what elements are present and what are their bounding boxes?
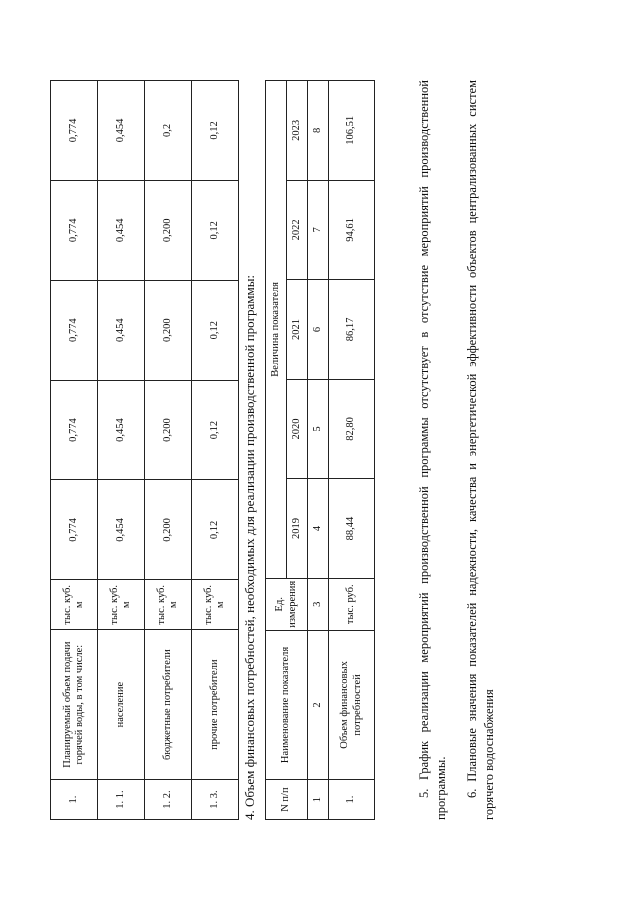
- header-unit: Ед. измерения: [266, 578, 308, 630]
- indicator-name: Планируемый объем подачи горячей воды, в том числе:: [51, 630, 98, 780]
- value-cell: 82,80: [329, 379, 375, 479]
- value-cell: 0,454: [98, 81, 145, 181]
- unit-cell: тыс. руб.: [329, 578, 375, 630]
- paragraph-6-text: 6. Плановые значения показателей надежности, качества и энергетической эффективности объектов централизованных систем горячего водоснабжения: [465, 80, 496, 820]
- value-cell: 0,200: [145, 180, 192, 280]
- header-group: Величина показателя: [266, 81, 287, 579]
- row-number: 1. 3.: [192, 780, 239, 820]
- year-header: 2022: [287, 180, 308, 280]
- table-header-row: [266, 81, 287, 820]
- header-name: Наименование показателя: [266, 630, 308, 779]
- value-cell: 0,200: [145, 280, 192, 380]
- column-index: 5: [308, 379, 329, 479]
- value-cell: 0,200: [145, 480, 192, 580]
- row-number: 1.: [329, 780, 375, 820]
- table-row: [145, 81, 192, 820]
- unit-cell: тыс. куб. м: [51, 580, 98, 630]
- column-index: 6: [308, 280, 329, 380]
- indicator-name: население: [98, 630, 145, 780]
- value-cell: 88,44: [329, 479, 375, 579]
- unit-cell: тыс. куб. м: [98, 580, 145, 630]
- header-num: N п/п: [266, 780, 308, 820]
- value-cell: 0,2: [145, 81, 192, 181]
- value-cell: 0,774: [51, 180, 98, 280]
- value-cell: 0,454: [98, 380, 145, 480]
- column-index: 7: [308, 180, 329, 280]
- value-cell: 0,12: [192, 180, 239, 280]
- column-index: 3: [308, 578, 329, 630]
- column-index-row: [308, 81, 329, 820]
- value-cell: 106,51: [329, 81, 375, 181]
- value-cell: 0,200: [145, 380, 192, 480]
- rotated-content: [50, 60, 640, 820]
- value-cell: 0,774: [51, 480, 98, 580]
- table-row: [98, 81, 145, 820]
- table-row: [51, 81, 98, 820]
- financial-needs-table: [265, 80, 375, 820]
- value-cell: 0,12: [192, 480, 239, 580]
- row-number: 1. 2.: [145, 780, 192, 820]
- column-index: 8: [308, 81, 329, 181]
- indicator-name: прочие потребители: [192, 630, 239, 780]
- value-cell: 0,454: [98, 480, 145, 580]
- value-cell: 0,454: [98, 280, 145, 380]
- column-index: 2: [308, 630, 329, 779]
- value-cell: 0,12: [192, 280, 239, 380]
- indicator-name: Объем финансовых потребностей: [329, 630, 375, 779]
- unit-cell: тыс. куб. м: [145, 580, 192, 630]
- paragraph-6: [464, 80, 498, 820]
- section-4-caption: 4. Объем финансовых потребностей, необходимых для реализации производственной программы:: [242, 274, 257, 820]
- column-index: 4: [308, 479, 329, 579]
- value-cell: 0,454: [98, 180, 145, 280]
- hot-water-supply-table: [50, 80, 239, 820]
- year-header: 2023: [287, 81, 308, 181]
- table-row: [192, 81, 239, 820]
- value-cell: 86,17: [329, 280, 375, 380]
- indicator-name: бюджетные потребители: [145, 630, 192, 780]
- value-cell: 94,61: [329, 180, 375, 280]
- value-cell: 0,12: [192, 81, 239, 181]
- column-index: 1: [308, 780, 329, 820]
- paragraph-5-text: 5. График реализации мероприятий производственной программы отсутствует в отсутствие мероприятий производственной программы.: [417, 80, 448, 820]
- paragraph-5: [416, 80, 450, 820]
- unit-cell: тыс. куб. м: [192, 580, 239, 630]
- value-cell: 0,774: [51, 81, 98, 181]
- value-cell: 0,774: [51, 380, 98, 480]
- row-number: 1.: [51, 780, 98, 820]
- value-cell: 0,774: [51, 280, 98, 380]
- year-header: 2019: [287, 479, 308, 579]
- row-number: 1. 1.: [98, 780, 145, 820]
- table-row: [329, 81, 375, 820]
- year-header: 2021: [287, 280, 308, 380]
- year-header: 2020: [287, 379, 308, 479]
- value-cell: 0,12: [192, 380, 239, 480]
